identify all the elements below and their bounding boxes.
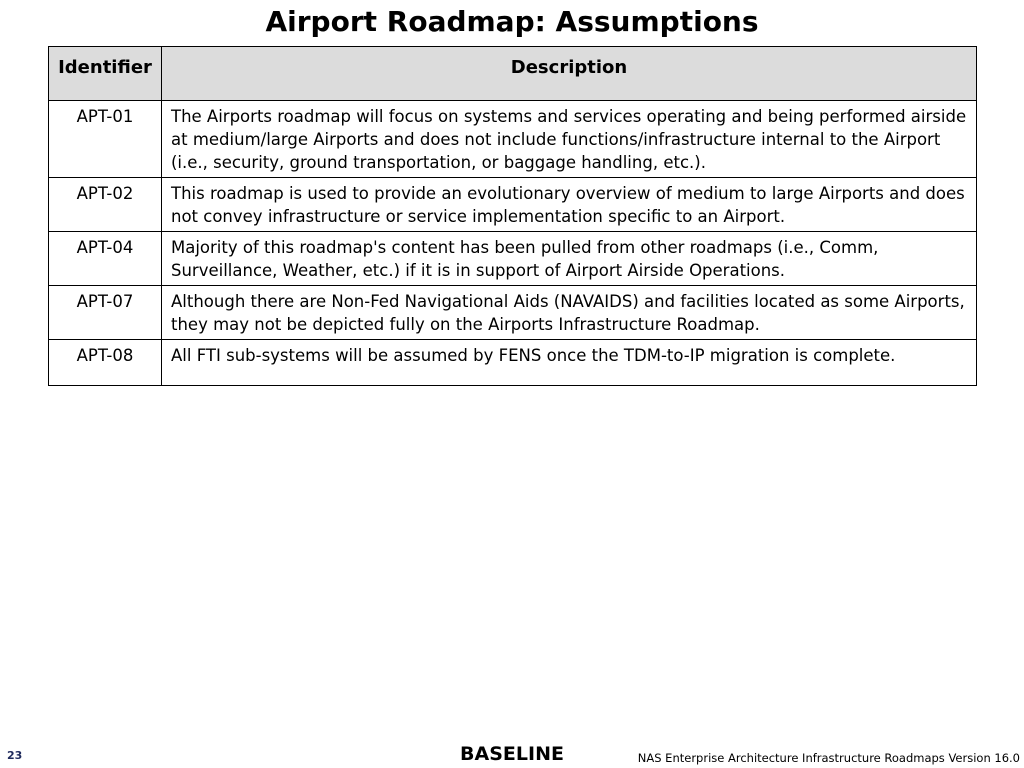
row-identifier: APT-01 xyxy=(49,101,162,178)
row-description: This roadmap is used to provide an evolutionary overview of medium to large Airports and does not convey infrastructure or service implementation specific to an Airport. xyxy=(162,178,977,232)
table-header-row xyxy=(49,47,977,101)
table-row xyxy=(49,340,977,386)
column-header-description: Description xyxy=(162,47,977,101)
page-number: 23 xyxy=(7,749,23,762)
row-description: The Airports roadmap will focus on systems and services operating and being performed airside at medium/large Airports and does not include functions/infrastructure internal to the Airport (i.e., security, ground transportation, or baggage handling, etc.). xyxy=(162,101,977,178)
row-identifier: APT-08 xyxy=(49,340,162,386)
column-header-identifier: Identifier xyxy=(49,47,162,101)
footer-version-text: NAS Enterprise Architecture Infrastructure Roadmaps Version 16.0 xyxy=(637,751,1020,765)
table-row xyxy=(49,178,977,232)
footer-baseline-label: BASELINE xyxy=(460,743,564,765)
row-description: Majority of this roadmap's content has been pulled from other roadmaps (i.e., Comm, Surveillance, Weather, etc.) if it is in support of Airport Airside Operations. xyxy=(162,232,977,286)
page-title: Airport Roadmap: Assumptions xyxy=(265,5,759,38)
row-description: All FTI sub-systems will be assumed by FENS once the TDM-to-IP migration is complete. xyxy=(162,340,977,386)
table-row xyxy=(49,232,977,286)
table-row xyxy=(49,286,977,340)
row-identifier: APT-02 xyxy=(49,178,162,232)
row-identifier: APT-07 xyxy=(49,286,162,340)
assumptions-table xyxy=(48,46,977,386)
row-description: Although there are Non-Fed Navigational Aids (NAVAIDS) and facilities located as some Airports, they may not be depicted fully on the Airports Infrastructure Roadmap. xyxy=(162,286,977,340)
table-row xyxy=(49,101,977,178)
row-identifier: APT-04 xyxy=(49,232,162,286)
